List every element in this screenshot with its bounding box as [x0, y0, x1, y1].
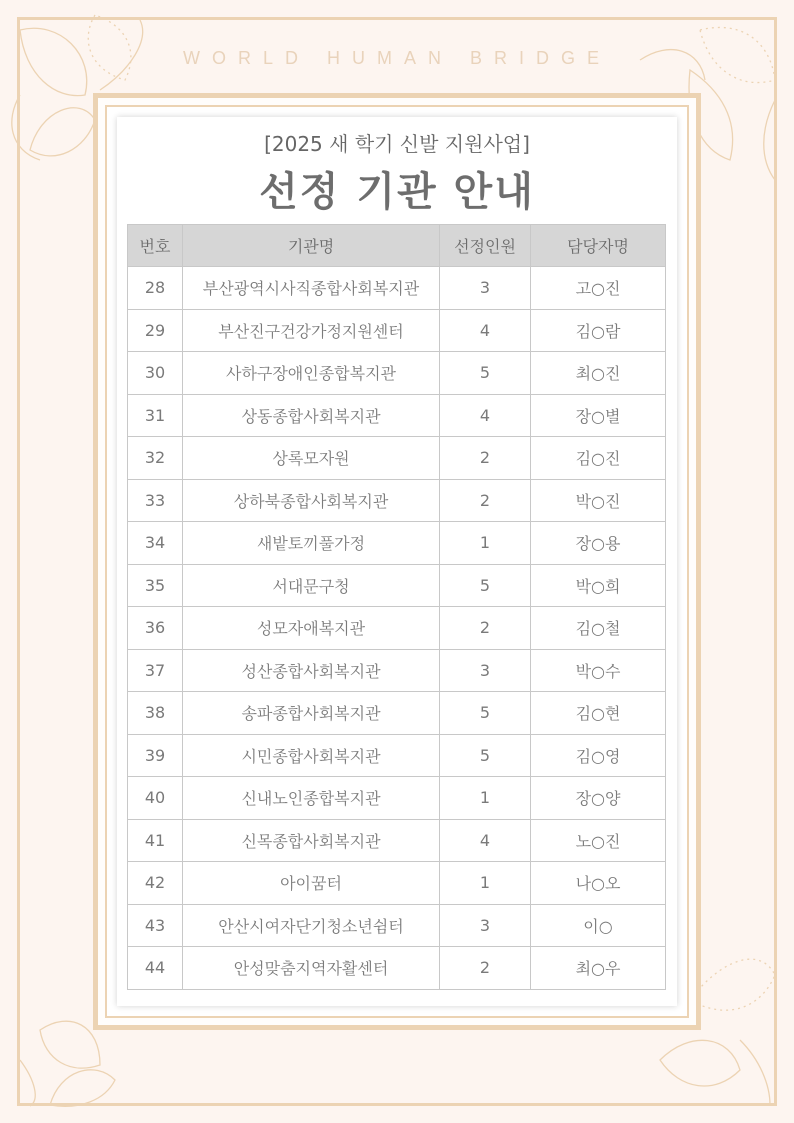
- cell-institution: 신내노인종합복지관: [183, 777, 440, 820]
- cell-count: 5: [440, 352, 531, 395]
- page-subtitle: [2025 새 학기 신발 지원사업]: [264, 132, 530, 156]
- table-row: [128, 479, 666, 522]
- table-row: [128, 437, 666, 480]
- cell-manager: 이○: [531, 904, 666, 947]
- cell-manager: 최○진: [531, 352, 666, 395]
- cell-count: 2: [440, 947, 531, 990]
- cell-number: 29: [128, 309, 183, 352]
- cell-number: 43: [128, 904, 183, 947]
- cell-institution: 부산진구건강가정지원센터: [183, 309, 440, 352]
- cell-count: 4: [440, 309, 531, 352]
- cell-count: 3: [440, 904, 531, 947]
- cell-count: 2: [440, 437, 531, 480]
- cell-number: 28: [128, 267, 183, 310]
- cell-manager: 박○희: [531, 564, 666, 607]
- cell-institution: 시민종합사회복지관: [183, 734, 440, 777]
- cell-number: 30: [128, 352, 183, 395]
- table-row: [128, 692, 666, 735]
- table-row: [128, 564, 666, 607]
- table-row: [128, 862, 666, 905]
- column-header: 담당자명: [531, 225, 666, 267]
- cell-institution: 아이꿈터: [183, 862, 440, 905]
- cell-count: 4: [440, 819, 531, 862]
- cell-manager: 나○오: [531, 862, 666, 905]
- table-row: [128, 819, 666, 862]
- cell-institution: 사하구장애인종합복지관: [183, 352, 440, 395]
- table-row: [128, 734, 666, 777]
- cell-number: 37: [128, 649, 183, 692]
- cell-institution: 상록모자원: [183, 437, 440, 480]
- cell-manager: 장○별: [531, 394, 666, 437]
- cell-manager: 박○진: [531, 479, 666, 522]
- column-header: 번호: [128, 225, 183, 267]
- cell-manager: 노○진: [531, 819, 666, 862]
- column-header: 선정인원: [440, 225, 531, 267]
- table-row: [128, 904, 666, 947]
- cell-manager: 김○람: [531, 309, 666, 352]
- cell-number: 36: [128, 607, 183, 650]
- cell-institution: 부산광역시사직종합사회복지관: [183, 267, 440, 310]
- cell-count: 1: [440, 862, 531, 905]
- cell-number: 39: [128, 734, 183, 777]
- brand-text: WORLD HUMAN BRIDGE: [182, 48, 611, 68]
- cell-count: 1: [440, 522, 531, 565]
- cell-number: 38: [128, 692, 183, 735]
- cell-institution: 상동종합사회복지관: [183, 394, 440, 437]
- table-row: [128, 607, 666, 650]
- cell-number: 40: [128, 777, 183, 820]
- table-row: [128, 522, 666, 565]
- table-row: [128, 777, 666, 820]
- cell-number: 42: [128, 862, 183, 905]
- cell-count: 1: [440, 777, 531, 820]
- page-title: 선정 기관 안내: [259, 169, 535, 215]
- cell-count: 5: [440, 564, 531, 607]
- cell-manager: 장○용: [531, 522, 666, 565]
- cell-count: 5: [440, 734, 531, 777]
- cell-institution: 새밭토끼풀가정: [183, 522, 440, 565]
- cell-count: 2: [440, 479, 531, 522]
- cell-institution: 송파종합사회복지관: [183, 692, 440, 735]
- cell-institution: 성산종합사회복지관: [183, 649, 440, 692]
- table-row: [128, 394, 666, 437]
- cell-number: 44: [128, 947, 183, 990]
- cell-manager: 김○진: [531, 437, 666, 480]
- cell-manager: 고○진: [531, 267, 666, 310]
- cell-count: 5: [440, 692, 531, 735]
- cell-number: 41: [128, 819, 183, 862]
- column-header: 기관명: [183, 225, 440, 267]
- cell-institution: 성모자애복지관: [183, 607, 440, 650]
- table-row: [128, 267, 666, 310]
- cell-institution: 안산시여자단기청소년쉼터: [183, 904, 440, 947]
- cell-number: 31: [128, 394, 183, 437]
- cell-manager: 김○철: [531, 607, 666, 650]
- cell-count: 2: [440, 607, 531, 650]
- cell-manager: 김○현: [531, 692, 666, 735]
- cell-number: 35: [128, 564, 183, 607]
- cell-number: 32: [128, 437, 183, 480]
- cell-institution: 안성맞춤지역자활센터: [183, 947, 440, 990]
- cell-count: 4: [440, 394, 531, 437]
- cell-number: 33: [128, 479, 183, 522]
- table-header-row: [128, 225, 666, 267]
- cell-institution: 상하북종합사회복지관: [183, 479, 440, 522]
- cell-manager: 최○우: [531, 947, 666, 990]
- cell-count: 3: [440, 649, 531, 692]
- table-row: [128, 947, 666, 990]
- cell-manager: 김○영: [531, 734, 666, 777]
- cell-institution: 서대문구청: [183, 564, 440, 607]
- cell-manager: 박○수: [531, 649, 666, 692]
- cell-count: 3: [440, 267, 531, 310]
- cell-number: 34: [128, 522, 183, 565]
- table-row: [128, 352, 666, 395]
- cell-institution: 신목종합사회복지관: [183, 819, 440, 862]
- institution-table: [127, 224, 666, 990]
- table-row: [128, 309, 666, 352]
- cell-manager: 장○양: [531, 777, 666, 820]
- table-row: [128, 649, 666, 692]
